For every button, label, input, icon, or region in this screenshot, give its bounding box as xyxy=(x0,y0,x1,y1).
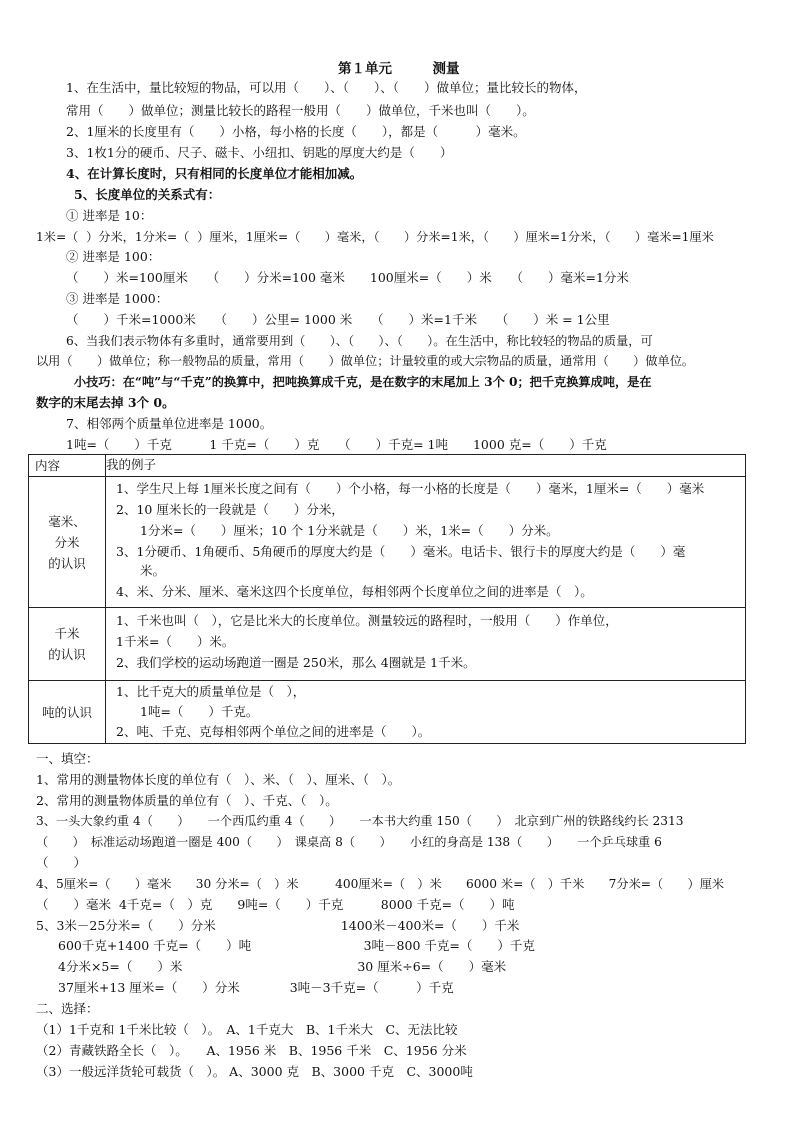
fill-line-5: （ ） xyxy=(36,855,87,870)
intro-line-12: （ ）千米=1000米 （ ）公里= 1000 米 （ ）米=1千米 （ ）米 = 1公里 xyxy=(66,312,610,327)
choice-line-1: （1）1千克和 1千米比较（ ）。 A、1千克大 B、1千米大 C、无法比较 xyxy=(36,1022,458,1037)
row-label-line: 千米 xyxy=(54,626,80,641)
table-row xyxy=(29,608,746,681)
choice-heading: 二、选择： xyxy=(36,1001,99,1016)
row-label-line: 的认识 xyxy=(48,555,86,571)
tip-line-2: 数字的末尾去掉 3个 0。 xyxy=(36,395,175,410)
examples-table xyxy=(28,454,746,744)
list-item: 3、1分硬币、1角硬币、5角硬币的厚度大约是（ ）毫米。电话卡、银行卡的厚度大约是（ ）毫 xyxy=(116,544,686,559)
row-content-ton xyxy=(106,681,746,744)
list-item: 1、学生尺上每 1厘米长度之间有（ ）个小格，每一小格的长度是（ ）毫米，1厘米=（ ）毫米 xyxy=(116,481,705,496)
list-item: 2、我们学校的运动场跑道一圈是 250米，那么 4圈就是 1千米。 xyxy=(116,655,476,670)
intro-line-17: 7、相邻两个质量单位进率是 1000。 xyxy=(66,416,273,431)
row-content-mm-dm xyxy=(106,477,746,608)
choice-line-2: （2）青藏铁路全长（ ）。 A、1956 米 B、1956 千米 C、1956 分米 xyxy=(36,1043,467,1058)
list-item: 2、吨、千克、克每相邻两个单位之间的进率是（ ）。 xyxy=(116,724,431,739)
intro-line-4: 3、1枚1分的硬币、尺子、磁卡、小纽扣、钥匙的厚度大约是（ ） xyxy=(66,145,453,160)
intro-line-10: （ ）米=100厘米 （ ）分米=100 毫米 100厘米=（ ）米 （ ）毫米=1分米 xyxy=(66,270,629,285)
list-item: 1、千米也叫（ ），它是比米大的长度单位。测量较远的路程时，一般用（ ）作单位， xyxy=(116,613,618,628)
list-item: 1、比千克大的质量单位是（ ）， xyxy=(116,684,306,699)
table-header-examples: 我的例子 xyxy=(106,455,746,477)
intro-line-5: 4、在计算长度时，只有相同的长度单位才能相加减。 xyxy=(66,166,363,181)
intro-line-3: 2、1厘米的长度里有（ ）小格，每小格的长度（ ），都是（ ）毫米。 xyxy=(66,124,526,139)
fill-line-3: 3、一头大象约重 4（ ） 一个西瓜约重 4（ ） 一本书大约重 150（ ） 北京到广州的铁路线约长 2313 xyxy=(36,814,684,828)
row-label-mm-dm xyxy=(29,477,106,608)
page-title: 第１单元 测量 xyxy=(338,61,460,77)
list-item: 4、米、分米、厘米、毫米这四个长度单位，每相邻两个长度单位之间的进率是（ ）。 xyxy=(116,584,593,599)
fill-line-9: 600千克+1400 千克=（ ）吨 3吨－800 千克=（ ）千克 xyxy=(58,938,535,953)
intro-line-2: 常用（ ）做单位；测量比较长的路程一般用（ ）做单位，千米也叫（ ）。 xyxy=(66,103,535,118)
row-content-km xyxy=(106,608,746,681)
table-header-content: 内容 xyxy=(29,455,106,477)
list-item: 1千米=（ ）米。 xyxy=(116,634,235,649)
fill-line-4: （ ） 标准运动场跑道一圈是 400（ ） 课桌高 8（ ） 小红的身高是 138（ ） 一个乒乓球重 6 xyxy=(36,835,662,849)
list-item: 2、10 厘米长的一段就是（ ）分米， xyxy=(116,502,344,517)
fill-line-2: 2、常用的测量物体质量的单位有（ ）、千克、（ ）。 xyxy=(36,793,338,808)
row-label-line: 吨的认识 xyxy=(41,704,92,720)
row-label-km xyxy=(29,608,106,681)
intro-line-1: 1、在生活中，量比较短的物品，可以用（ ）、（ ）、（ ）做单位；量比较长的物体， xyxy=(66,80,587,95)
list-item: 1分米=（ ）厘米；10 个 1分米就是（ ）米，1米=（ ）分米。 xyxy=(140,523,559,538)
list-item: 1吨=（ ）千克。 xyxy=(140,704,259,719)
row-label-line: 毫米、 xyxy=(48,513,86,529)
intro-line-18: 1吨=（ ）千克 1 千克=（ ）克 （ ）千克= 1吨 1000 克=（ ）千克 xyxy=(66,437,607,452)
table-header-row xyxy=(29,455,746,477)
fill-line-1: 1、常用的测量物体长度的单位有（ ）、米、（ ）、厘米、（ ）。 xyxy=(36,772,401,787)
row-label-ton xyxy=(29,681,106,744)
fill-line-10: 4分米×5=（ ）米 30 厘米÷6=（ ）毫米 xyxy=(58,959,507,974)
row-label-line: 分米 xyxy=(54,534,80,550)
tip-line-1: 小技巧：在“吨”与“千克”的换算中，把吨换算成千克，是在数字的末尾加上 3个 0；把千克换算成吨，是在 xyxy=(74,375,652,389)
intro-line-6: 5、长度单位的关系式有： xyxy=(74,187,221,202)
intro-line-7: ① 进率是 10： xyxy=(66,208,153,223)
choice-line-3: （3）一般远洋货轮可载货（ ）。 A、3000 克 B、3000 千克 C、3000吨 xyxy=(36,1064,473,1079)
intro-line-8: 1米=（ ）分米，1分米=（ ）厘米，1厘米=（ ）毫米，（ ）分米=1米，（ ）厘米=1分米，（ ）毫米=1厘米 xyxy=(36,230,714,244)
fill-line-11: 37厘米+13 厘米=（ ）分米 3吨－3千克=（ ）千克 xyxy=(58,980,454,995)
table-row xyxy=(29,681,746,744)
intro-line-11: ③ 进率是 1000： xyxy=(66,291,169,306)
table-row xyxy=(29,477,746,608)
intro-line-14: 以用（ ）做单位；称一般物品的质量，常用（ ）做单位；计量较重的或大宗物品的质量，通常用（ ）做单位。 xyxy=(36,354,695,368)
fill-line-6: 4、5厘米=（ ）毫米 30 分米=（ ）米 400厘米=（ ）米 6000 米=（ ）千米 7分米=（ ）厘米 xyxy=(36,877,725,891)
fill-heading: 一、填空： xyxy=(36,751,99,766)
intro-line-9: ② 进率是 100： xyxy=(66,249,161,264)
list-item: 米。 xyxy=(140,563,166,578)
fill-line-8: 5、3米－25分米=（ ）分米 1400米－400米=（ ）千米 xyxy=(36,918,520,933)
fill-line-7: （ ）毫米 4千克=（ ）克 9吨=（ ）千克 8000 千克=（ ）吨 xyxy=(36,897,515,912)
intro-line-13: 6、当我们表示物体有多重时，通常要用到（ ）、（ ）、（ ）。在生活中，称比较轻的物品的质量，可 xyxy=(66,334,653,348)
row-label-line: 的认识 xyxy=(48,647,86,662)
